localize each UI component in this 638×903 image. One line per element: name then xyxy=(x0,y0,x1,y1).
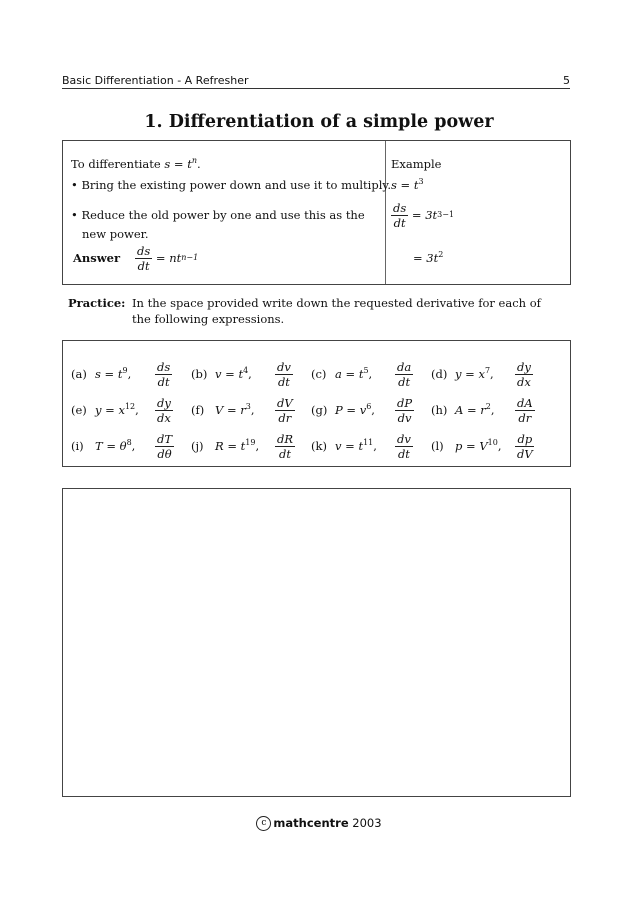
example-den: dt xyxy=(393,215,406,230)
derivative-den: dv xyxy=(397,410,412,425)
example-derivative xyxy=(391,201,408,230)
exercise-base: r xyxy=(480,403,486,417)
exercise-var: T xyxy=(95,439,103,453)
exercise-base: r xyxy=(240,403,246,417)
exercise-expression: $v = t^4$, xyxy=(215,366,252,381)
derivative-num: dP xyxy=(397,395,413,410)
footer-brand: mathcentre xyxy=(273,816,349,830)
derivative-den: dt xyxy=(279,446,291,461)
exercise-exp: 6 xyxy=(366,402,372,412)
exercise-derivative xyxy=(275,432,295,461)
answer-label: Answer xyxy=(73,251,121,265)
answer-rhs: nt xyxy=(169,251,182,265)
exercise-expression: $y = x^7$, xyxy=(455,366,494,381)
derivative-den: dt xyxy=(398,374,411,389)
rule-intro-text: To differentiate xyxy=(71,157,161,171)
exercise-derivative xyxy=(395,396,414,425)
exercise-expression: $P = v^6$, xyxy=(335,402,375,417)
rule-bullet-2-line1: Reduce the old power by one and use this as the xyxy=(81,208,365,222)
exercise-expression: $a = t^5$, xyxy=(335,366,373,381)
derivative-den: dx xyxy=(157,410,171,425)
exercise-var: R xyxy=(215,439,224,453)
example-result-exp: 2 xyxy=(438,250,444,260)
exercise-derivative xyxy=(395,432,413,461)
exercise-expression: $s = t^9$, xyxy=(95,366,132,381)
exercise-derivative xyxy=(275,396,295,425)
exercise-var: V xyxy=(215,403,224,417)
exercise-exp: 12 xyxy=(124,402,136,412)
exercise-exp: 7 xyxy=(484,366,491,376)
exercise-var: a xyxy=(335,367,342,381)
derivative-num: dV xyxy=(277,395,293,410)
exercise-item xyxy=(431,431,535,461)
exercise-derivative xyxy=(515,360,533,389)
rule-box xyxy=(62,140,571,285)
exercise-expression: $R = t^{19}$, xyxy=(215,438,260,453)
exercise-row xyxy=(71,395,566,425)
exercise-expression: $V = r^3$, xyxy=(215,402,255,417)
exercise-base: x xyxy=(118,403,125,417)
exercise-base: θ xyxy=(119,439,127,453)
exercise-base: x xyxy=(478,367,485,381)
exercise-row xyxy=(71,359,566,389)
exercise-var: y xyxy=(95,403,102,417)
exercise-label: (h) xyxy=(431,403,448,417)
answer-derivative xyxy=(135,244,152,273)
derivative-den: dr xyxy=(278,410,292,425)
exercise-derivative xyxy=(395,360,413,389)
exercise-var: p xyxy=(455,439,463,453)
exercise-item xyxy=(71,359,172,389)
derivative-num: dv xyxy=(277,359,291,374)
exercise-item xyxy=(191,359,293,389)
exercise-expression: $p = V^{10}$, xyxy=(455,438,502,453)
exercise-exp: 9 xyxy=(122,366,128,376)
rule-bullet-2-line2: new power. xyxy=(82,227,149,241)
exercise-label: (d) xyxy=(431,367,448,381)
page-number: 5 xyxy=(563,74,570,87)
example-num: ds xyxy=(393,200,407,215)
derivative-den: dx xyxy=(517,374,531,389)
derivative-num: dy xyxy=(517,359,531,374)
exercise-label: (j) xyxy=(191,439,204,453)
answer-den: dt xyxy=(137,258,150,273)
rule-intro: To differentiate $s = t^n$. xyxy=(71,156,201,171)
derivative-num: dT xyxy=(157,431,173,446)
example-step-coef: 3t xyxy=(425,208,438,222)
exercise-derivative xyxy=(515,396,535,425)
exercise-label: (f) xyxy=(191,403,205,417)
exercise-item xyxy=(311,359,413,389)
exercise-derivative xyxy=(155,396,173,425)
exercise-base: t xyxy=(358,439,364,453)
exercise-exp: 10 xyxy=(487,438,498,448)
header-title: Basic Differentiation - A Refresher xyxy=(62,74,249,87)
copyright-icon: c xyxy=(256,816,271,831)
exercise-exp: 4 xyxy=(243,366,249,376)
example-result: = $3t^2$ xyxy=(413,250,444,265)
answer-num: ds xyxy=(137,243,151,258)
exercise-exp: 11 xyxy=(363,438,374,448)
answer-work-area[interactable] xyxy=(62,488,571,797)
exercise-base: t xyxy=(238,367,244,381)
exercise-label: (e) xyxy=(71,403,87,417)
exercise-var: P xyxy=(335,403,343,417)
exercise-item xyxy=(71,431,174,461)
exercise-item xyxy=(431,359,533,389)
rule-bullet-2: • Reduce the old power by one and use this as the xyxy=(71,208,365,222)
exercise-var: v xyxy=(215,367,222,381)
exercise-box xyxy=(62,340,571,467)
example-label: Example xyxy=(391,157,442,171)
exercise-base: v xyxy=(359,403,367,417)
practice-text: In the space provided write down the requested derivative for each of the following expressions. xyxy=(132,296,541,326)
derivative-den: dV xyxy=(517,446,533,461)
exercise-expression: $T = \theta^8$, xyxy=(95,438,136,453)
exercise-base: t xyxy=(240,439,246,453)
exercise-label: (a) xyxy=(71,367,87,381)
exercise-base: V xyxy=(479,439,488,453)
exercise-item xyxy=(191,431,295,461)
rule-intro-var: s xyxy=(164,157,171,171)
exercise-derivative xyxy=(155,432,174,461)
derivative-num: ds xyxy=(157,359,171,374)
rule-bullet-1: • Bring the existing power down and use it to multiply. xyxy=(71,178,392,192)
page-header xyxy=(62,74,570,89)
example-result-coef: 3t xyxy=(426,251,439,265)
exercise-row xyxy=(71,431,566,461)
example-base: t xyxy=(413,178,419,192)
practice-label: Practice: xyxy=(68,296,126,310)
exercise-exp: 8 xyxy=(126,438,132,448)
exercise-base: t xyxy=(117,367,123,381)
exercise-item xyxy=(191,395,295,425)
rule-box-divider xyxy=(385,141,386,284)
derivative-num: dy xyxy=(157,395,171,410)
derivative-den: dt xyxy=(397,446,410,461)
rule-intro-exp: n xyxy=(191,156,197,166)
exercise-derivative xyxy=(515,432,535,461)
exercise-label: (k) xyxy=(311,439,327,453)
exercise-item xyxy=(311,431,413,461)
exercise-expression: $y = x^{12}$, xyxy=(95,402,139,417)
derivative-den: dt xyxy=(157,374,170,389)
example-exp: 3 xyxy=(418,177,424,187)
derivative-den: dt xyxy=(277,374,290,389)
rule-answer: Answer $\frac{ds}{dt}$ = nt n−1 xyxy=(73,243,199,273)
derivative-num: dv xyxy=(397,431,411,446)
exercise-derivative xyxy=(155,360,172,389)
derivative-num: dR xyxy=(277,431,294,446)
exercise-item xyxy=(71,395,173,425)
derivative-num: da xyxy=(397,359,412,374)
rule-intro-base: t xyxy=(187,157,192,171)
example-function: $s = t^3$ xyxy=(391,177,424,192)
exercise-label: (i) xyxy=(71,439,84,453)
exercise-var: y xyxy=(455,367,462,381)
derivative-num: dA xyxy=(517,395,533,410)
exercise-exp: 5 xyxy=(363,366,369,376)
rule-bullet-1-text: Bring the existing power down and use it to multiply. xyxy=(81,178,392,192)
exercise-expression: $A = r^2$, xyxy=(455,402,495,417)
exercise-label: (b) xyxy=(191,367,208,381)
exercise-derivative xyxy=(275,360,293,389)
exercise-item xyxy=(311,395,414,425)
example-var: s xyxy=(391,178,397,192)
exercise-exp: 3 xyxy=(245,402,251,412)
exercise-base: t xyxy=(358,367,364,381)
derivative-num: dp xyxy=(517,431,533,446)
exercise-exp: 19 xyxy=(245,438,256,448)
exercise-var: s xyxy=(95,367,101,381)
exercise-var: A xyxy=(455,403,464,417)
footer-year: 2003 xyxy=(352,816,382,830)
derivative-den: dθ xyxy=(157,446,172,461)
example-step: $\frac{ds}{dt}$ = 3t 3−1 xyxy=(393,200,455,230)
exercise-exp: 2 xyxy=(485,402,491,412)
section-title: 1. Differentiation of a simple power xyxy=(144,112,494,132)
exercise-expression: $v = t^{11}$, xyxy=(335,438,377,453)
exercise-label: (g) xyxy=(311,403,328,417)
exercise-label: (l) xyxy=(431,439,444,453)
exercise-item xyxy=(431,395,535,425)
exercise-var: v xyxy=(335,439,342,453)
page-footer xyxy=(0,816,638,831)
exercise-label: (c) xyxy=(311,367,327,381)
derivative-den: dr xyxy=(518,410,532,425)
